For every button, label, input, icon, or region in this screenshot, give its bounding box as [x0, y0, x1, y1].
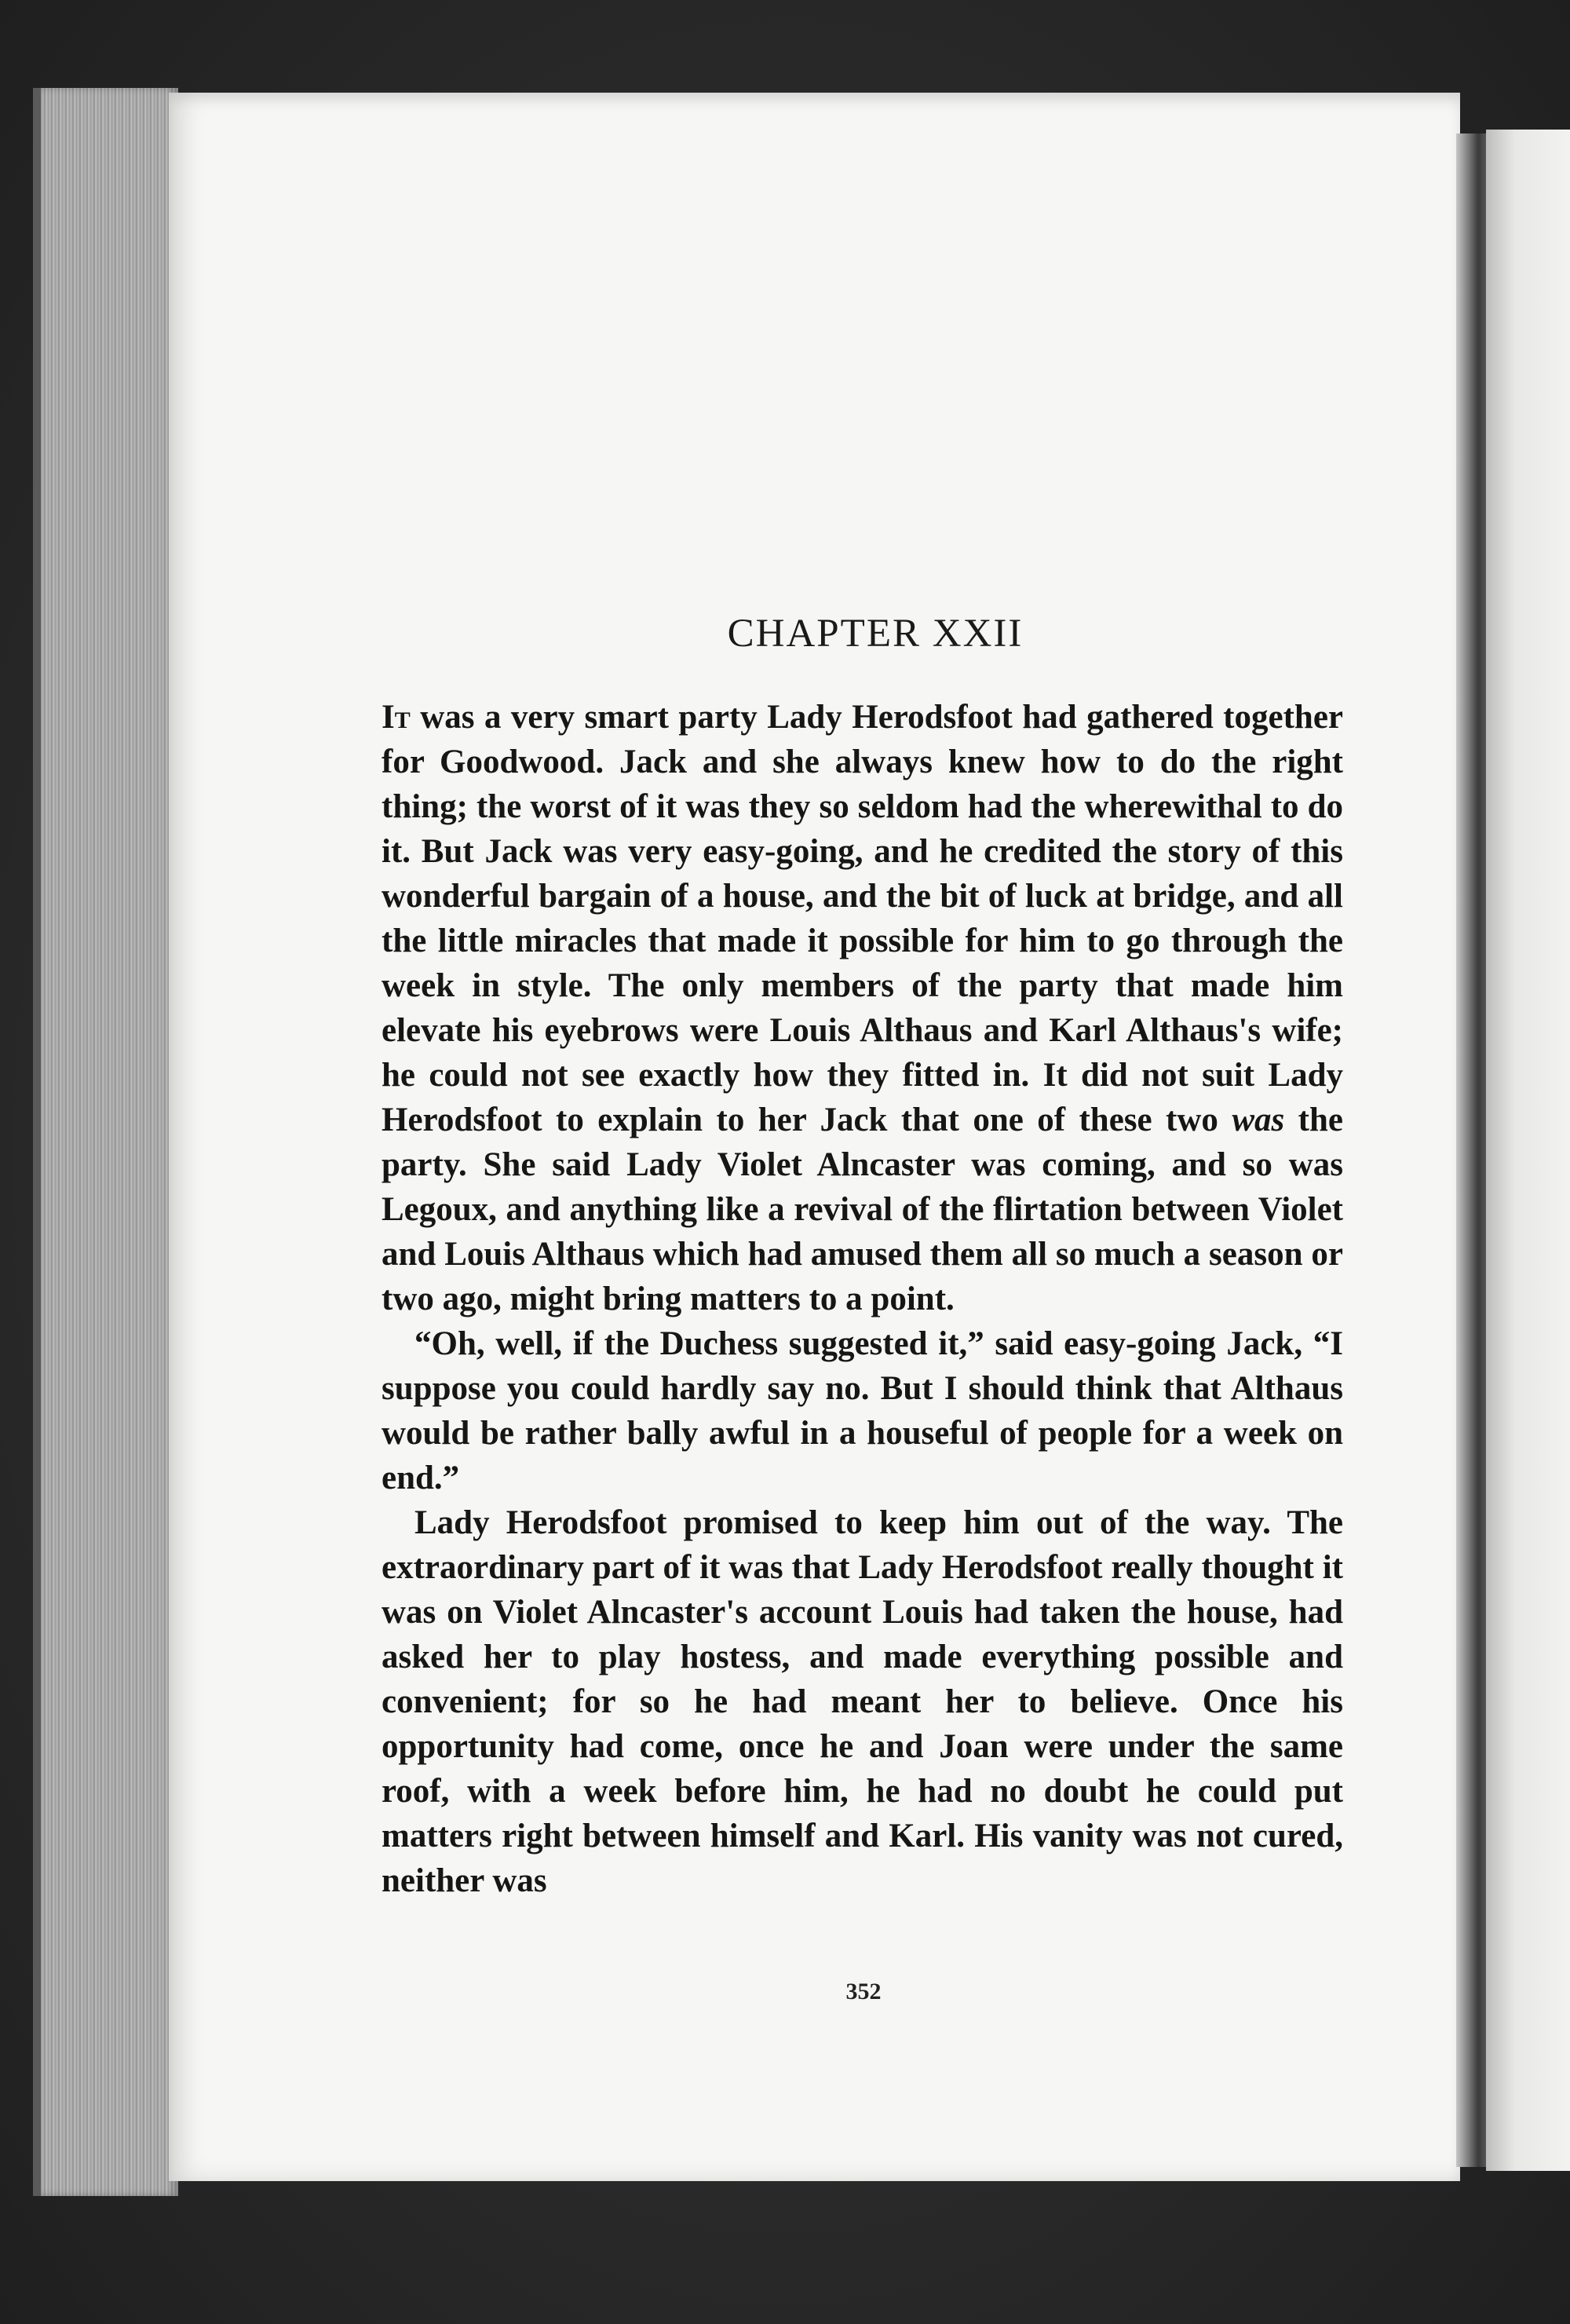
paragraph-1-lead: It [382, 699, 411, 736]
paragraph-1 [382, 695, 1343, 1321]
paragraph-1-text-b: the party. She said Lady Violet Alncaster was coming, and so was Legoux, and anything like a revival of the flirtation between Violet and Louis Althaus which had amused them all so much a season or two ago, might bring matters to a point. [382, 1102, 1343, 1317]
facing-page [1486, 130, 1570, 2171]
body-text [382, 695, 1343, 1903]
paragraph-1-emphasis: was [1232, 1102, 1285, 1138]
paragraph-2: “Oh, well, if the Duchess suggested it,” said easy-going Jack, “I suppose you could hardly say no. But I should think that Althaus would be rather bally awful in a houseful of people for a week on end.” [382, 1325, 1343, 1496]
page-number: 352 [845, 1979, 882, 2004]
book-page-edges [33, 88, 178, 2196]
paragraph-1-text-a: was a very smart party Lady Herodsfoot had gathered together for Goodwood. Jack and she always knew how to do the right thing; the worst of it was they so seldom had the wherewithal to do it. But Jack was very easy-going, and he credited the story of this wonderful bargain of a house, and the bit of luck at bridge, and all the little miracles that made it possible for him to go through the week in style. The only members of the party that made him elevate his eyebrows were Louis Althaus and Karl Althaus's wife; he could not see exactly how they fitted in. It did not suit Lady Herodsfoot to explain to her Jack that one of these two [382, 699, 1343, 1138]
paragraph-3: Lady Herodsfoot promised to keep him out of the way. The extraordinary part of it was that Lady Herodsfoot really thought it was on Violet Alncaster's account Louis had taken the house, had asked her to play hostess, and made everything possible and convenient; for so he had meant her to believe. Once his opportunity had come, once he and Joan were under the same roof, with a week before him, he had no doubt he could put matters right between himself and Karl. His vanity was not cured, neither was [382, 1504, 1343, 1899]
chapter-title: CHAPTER XXII [727, 612, 1024, 656]
book-gutter [1456, 133, 1488, 2167]
